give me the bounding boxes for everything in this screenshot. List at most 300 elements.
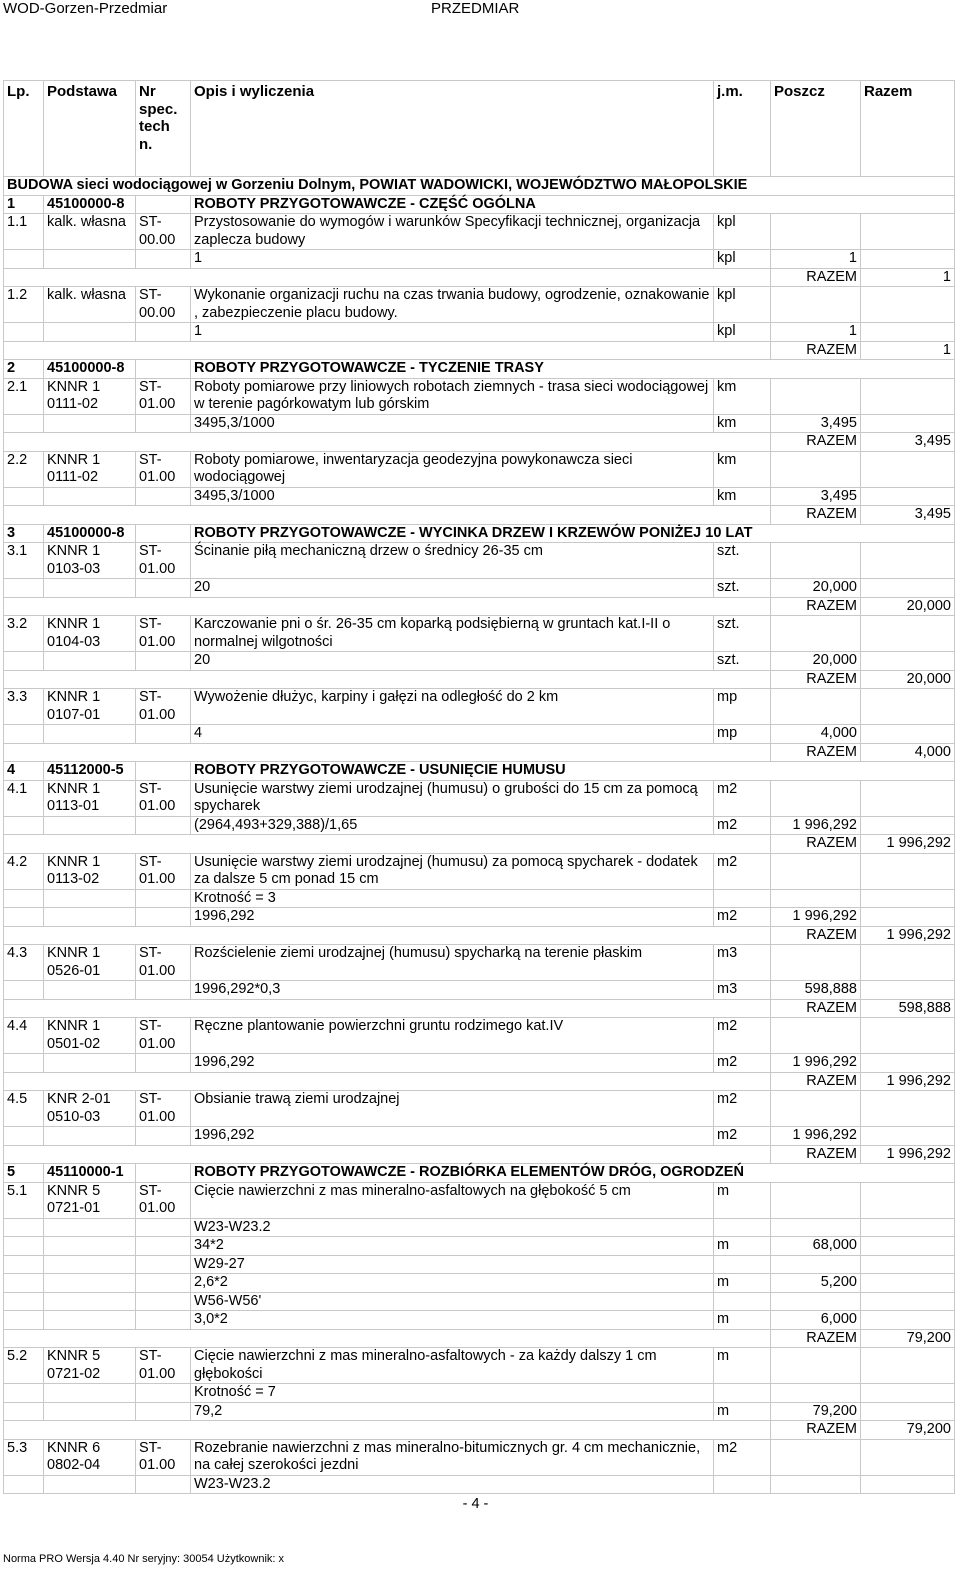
calculation-formula: 1996,292 — [191, 1054, 714, 1073]
position-basis: kalk. własna — [44, 214, 136, 250]
position-spec: ST-01.00 — [136, 689, 191, 725]
calculation-unit: m — [714, 1402, 771, 1421]
calculation-formula: Krotność = 7 — [191, 1384, 714, 1403]
calc-basis — [44, 889, 136, 908]
position-spec: ST-01.00 — [136, 378, 191, 414]
position-basis: KNR 2-01 0510-03 — [44, 1091, 136, 1127]
calculation-value: 1 — [771, 323, 861, 342]
calc-razem — [861, 487, 955, 506]
calculation-row — [4, 1237, 955, 1256]
position-description: Wykonanie organizacji ruchu na czas trwania budowy, ogrodzenie, oznakowanie , zabezpieczenie placu budowy. — [191, 287, 714, 323]
calculation-row — [4, 414, 955, 433]
calc-basis — [44, 1475, 136, 1494]
calculation-row — [4, 250, 955, 269]
calc-lp — [4, 250, 44, 269]
total-value: 20,000 — [861, 670, 955, 689]
calculation-value: 79,200 — [771, 1402, 861, 1421]
calc-spec — [136, 1218, 191, 1237]
total-label: RAZEM — [771, 1072, 861, 1091]
section-code: 45100000-8 — [44, 360, 136, 379]
position-number: 5.2 — [4, 1348, 44, 1384]
calc-lp — [4, 1255, 44, 1274]
section-row — [4, 762, 955, 781]
position-razem — [861, 853, 955, 889]
calculation-value — [771, 889, 861, 908]
position-poszcz — [771, 287, 861, 323]
calc-basis — [44, 323, 136, 342]
position-number: 5.1 — [4, 1182, 44, 1218]
calc-razem — [861, 889, 955, 908]
position-unit: mp — [714, 689, 771, 725]
calc-lp — [4, 908, 44, 927]
position-basis: KNNR 1 0113-02 — [44, 853, 136, 889]
section-title: ROBOTY PRZYGOTOWAWCZE - TYCZENIE TRASY — [191, 360, 955, 379]
calculation-formula: W29-27 — [191, 1255, 714, 1274]
position-razem — [861, 1182, 955, 1218]
calc-spec — [136, 1127, 191, 1146]
calc-spec — [136, 1274, 191, 1293]
calc-spec — [136, 1384, 191, 1403]
total-value: 1 996,292 — [861, 926, 955, 945]
calc-basis — [44, 1255, 136, 1274]
total-row — [4, 597, 955, 616]
col-header-lp: Lp. — [4, 81, 44, 177]
position-description: Cięcie nawierzchni z mas mineralno-asfaltowych - za każdy dalszy 1 cm głębokości — [191, 1348, 714, 1384]
sum-spacer — [4, 433, 771, 452]
position-unit: m — [714, 1182, 771, 1218]
position-number: 1.2 — [4, 287, 44, 323]
calculation-value: 6,000 — [771, 1311, 861, 1330]
position-row — [4, 1348, 955, 1384]
position-poszcz — [771, 945, 861, 981]
total-value: 1 996,292 — [861, 1145, 955, 1164]
calculation-formula: 2,6*2 — [191, 1274, 714, 1293]
calculation-value — [771, 1292, 861, 1311]
position-basis: KNNR 5 0721-01 — [44, 1182, 136, 1218]
calc-razem — [861, 1255, 955, 1274]
total-row — [4, 926, 955, 945]
total-row — [4, 835, 955, 854]
total-value: 4,000 — [861, 743, 955, 762]
position-basis: KNNR 1 0104-03 — [44, 616, 136, 652]
calculation-unit: m2 — [714, 1054, 771, 1073]
software-info: Norma PRO Wersja 4.40 Nr seryjny: 30054 Użytkownik: x — [3, 1553, 284, 1565]
position-number: 5.3 — [4, 1439, 44, 1475]
calculation-unit: kpl — [714, 323, 771, 342]
position-description: Usunięcie warstwy ziemi urodzajnej (humusu) za pomocą spycharek - dodatek za dalsze 5 cm ponad 15 cm — [191, 853, 714, 889]
calculation-formula: W56-W56' — [191, 1292, 714, 1311]
position-razem — [861, 1439, 955, 1475]
calculation-row — [4, 1292, 955, 1311]
calculation-formula: 20 — [191, 579, 714, 598]
position-description: Wywożenie dłużyc, karpiny i gałęzi na odległość do 2 km — [191, 689, 714, 725]
calc-lp — [4, 487, 44, 506]
calc-basis — [44, 1218, 136, 1237]
position-row — [4, 853, 955, 889]
calc-spec — [136, 981, 191, 1000]
calc-razem — [861, 725, 955, 744]
position-razem — [861, 543, 955, 579]
total-row — [4, 670, 955, 689]
calc-razem — [861, 323, 955, 342]
project-title-row — [4, 177, 955, 196]
total-label: RAZEM — [771, 926, 861, 945]
position-number: 3.1 — [4, 543, 44, 579]
sum-spacer — [4, 1145, 771, 1164]
position-unit: m2 — [714, 853, 771, 889]
position-unit: m2 — [714, 1018, 771, 1054]
document-type: PRZEDMIAR — [431, 0, 520, 17]
position-row — [4, 1182, 955, 1218]
total-value: 1 — [861, 268, 955, 287]
calculation-formula: 1996,292*0,3 — [191, 981, 714, 1000]
position-unit: szt. — [714, 543, 771, 579]
position-poszcz — [771, 616, 861, 652]
position-row — [4, 378, 955, 414]
calculation-formula: 1996,292 — [191, 908, 714, 927]
estimate-table — [3, 80, 955, 1494]
calculation-value: 4,000 — [771, 725, 861, 744]
position-row — [4, 287, 955, 323]
calculation-row — [4, 487, 955, 506]
position-spec: ST-01.00 — [136, 945, 191, 981]
position-number: 4.1 — [4, 780, 44, 816]
position-spec: ST-01.00 — [136, 1348, 191, 1384]
total-row — [4, 506, 955, 525]
calc-lp — [4, 1274, 44, 1293]
total-label: RAZEM — [771, 433, 861, 452]
total-row — [4, 743, 955, 762]
position-poszcz — [771, 1091, 861, 1127]
calculation-value: 5,200 — [771, 1274, 861, 1293]
calculation-value: 20,000 — [771, 579, 861, 598]
calculation-unit — [714, 1384, 771, 1403]
total-label: RAZEM — [771, 670, 861, 689]
position-basis: KNNR 1 0501-02 — [44, 1018, 136, 1054]
position-unit: m2 — [714, 780, 771, 816]
total-row — [4, 268, 955, 287]
position-description: Przystosowanie do wymogów i warunków Specyfikacji technicznej, organizacja zaplecza budowy — [191, 214, 714, 250]
calculation-value: 1 996,292 — [771, 1127, 861, 1146]
position-razem — [861, 451, 955, 487]
position-description: Ręczne plantowanie powierzchni gruntu rodzimego kat.IV — [191, 1018, 714, 1054]
position-poszcz — [771, 853, 861, 889]
position-razem — [861, 945, 955, 981]
calc-razem — [861, 1402, 955, 1421]
total-label: RAZEM — [771, 1329, 861, 1348]
position-number: 4.4 — [4, 1018, 44, 1054]
calc-basis — [44, 1292, 136, 1311]
total-value: 1 — [861, 341, 955, 360]
calc-basis — [44, 1127, 136, 1146]
position-number: 3.2 — [4, 616, 44, 652]
calc-spec — [136, 725, 191, 744]
position-razem — [861, 214, 955, 250]
position-basis: KNNR 6 0802-04 — [44, 1439, 136, 1475]
sum-spacer — [4, 597, 771, 616]
calc-basis — [44, 487, 136, 506]
calculation-row — [4, 1218, 955, 1237]
calculation-value: 1 996,292 — [771, 1054, 861, 1073]
calculation-formula: 1 — [191, 250, 714, 269]
calculation-value — [771, 1475, 861, 1494]
page-number: - 4 - — [462, 1496, 489, 1512]
position-razem — [861, 780, 955, 816]
calculation-row — [4, 652, 955, 671]
calculation-unit: m — [714, 1274, 771, 1293]
col-header-jm: j.m. — [714, 81, 771, 177]
position-unit: m2 — [714, 1091, 771, 1127]
position-row — [4, 945, 955, 981]
calculation-row — [4, 323, 955, 342]
calculation-unit — [714, 889, 771, 908]
calc-spec — [136, 323, 191, 342]
calc-lp — [4, 414, 44, 433]
position-poszcz — [771, 1018, 861, 1054]
calculation-value: 598,888 — [771, 981, 861, 1000]
position-number: 2.2 — [4, 451, 44, 487]
calc-spec — [136, 816, 191, 835]
calc-razem — [861, 579, 955, 598]
calc-razem — [861, 981, 955, 1000]
position-description: Karczowanie pni o śr. 26-35 cm koparką podsiębierną w gruntach kat.I-II o normalnej wilgotności — [191, 616, 714, 652]
calc-razem — [861, 1218, 955, 1237]
calc-lp — [4, 1475, 44, 1494]
position-row — [4, 1091, 955, 1127]
calc-razem — [861, 1127, 955, 1146]
calc-razem — [861, 1475, 955, 1494]
sum-spacer — [4, 506, 771, 525]
section-number: 1 — [4, 195, 44, 214]
calc-basis — [44, 1274, 136, 1293]
calculation-unit: km — [714, 414, 771, 433]
position-poszcz — [771, 451, 861, 487]
calc-spec — [136, 1292, 191, 1311]
calc-lp — [4, 1054, 44, 1073]
total-label: RAZEM — [771, 835, 861, 854]
calculation-value: 1 — [771, 250, 861, 269]
position-basis: KNNR 1 0526-01 — [44, 945, 136, 981]
position-row — [4, 543, 955, 579]
calculation-formula: 4 — [191, 725, 714, 744]
position-unit: km — [714, 378, 771, 414]
calculation-formula: W23-W23.2 — [191, 1475, 714, 1494]
calculation-unit: mp — [714, 725, 771, 744]
total-label: RAZEM — [771, 506, 861, 525]
position-number: 4.3 — [4, 945, 44, 981]
calculation-unit: szt. — [714, 652, 771, 671]
project-title: BUDOWA sieci wodociągowej w Gorzeniu Dolnym, POWIAT WADOWICKI, WOJEWÓDZTWO MAŁOPOLSKIE — [4, 177, 955, 196]
calculation-value: 1 996,292 — [771, 908, 861, 927]
total-label: RAZEM — [771, 597, 861, 616]
position-description: Ścinanie piłą mechaniczną drzew o średnicy 26-35 cm — [191, 543, 714, 579]
position-number: 3.3 — [4, 689, 44, 725]
calculation-row — [4, 1127, 955, 1146]
position-row — [4, 616, 955, 652]
position-row — [4, 1439, 955, 1475]
position-unit: kpl — [714, 214, 771, 250]
calc-basis — [44, 1311, 136, 1330]
total-value: 1 996,292 — [861, 1072, 955, 1091]
calculation-row — [4, 1255, 955, 1274]
total-label: RAZEM — [771, 1421, 861, 1440]
calc-lp — [4, 725, 44, 744]
position-row — [4, 1018, 955, 1054]
calculation-unit: szt. — [714, 579, 771, 598]
calc-basis — [44, 652, 136, 671]
calc-lp — [4, 1127, 44, 1146]
position-basis: kalk. własna — [44, 287, 136, 323]
calc-basis — [44, 816, 136, 835]
calc-lp — [4, 1384, 44, 1403]
calc-basis — [44, 1054, 136, 1073]
calculation-row — [4, 1384, 955, 1403]
document-name: WOD-Gorzen-Przedmiar — [3, 0, 168, 17]
position-row — [4, 451, 955, 487]
section-spec — [136, 195, 191, 214]
position-poszcz — [771, 689, 861, 725]
calculation-value — [771, 1384, 861, 1403]
calculation-unit — [714, 1475, 771, 1494]
sum-spacer — [4, 341, 771, 360]
calc-razem — [861, 1274, 955, 1293]
total-row — [4, 999, 955, 1018]
position-poszcz — [771, 780, 861, 816]
calculation-formula: 3495,3/1000 — [191, 414, 714, 433]
calculation-formula: 34*2 — [191, 1237, 714, 1256]
position-basis: KNNR 1 0111-02 — [44, 451, 136, 487]
total-value: 3,495 — [861, 433, 955, 452]
total-row — [4, 1072, 955, 1091]
calculation-row — [4, 725, 955, 744]
section-code: 45112000-5 — [44, 762, 136, 781]
calc-basis — [44, 1402, 136, 1421]
calculation-value: 68,000 — [771, 1237, 861, 1256]
calculation-row — [4, 1311, 955, 1330]
col-header-opis: Opis i wyliczenia — [191, 81, 714, 177]
calculation-unit — [714, 1292, 771, 1311]
position-poszcz — [771, 543, 861, 579]
calculation-row — [4, 1274, 955, 1293]
calculation-unit: m — [714, 1311, 771, 1330]
section-number: 2 — [4, 360, 44, 379]
calc-lp — [4, 889, 44, 908]
section-number: 3 — [4, 524, 44, 543]
section-number: 4 — [4, 762, 44, 781]
calc-spec — [136, 1255, 191, 1274]
position-description: Usunięcie warstwy ziemi urodzajnej (humusu) o grubości do 15 cm za pomocą spycharek — [191, 780, 714, 816]
col-header-razem: Razem — [861, 81, 955, 177]
position-razem — [861, 1091, 955, 1127]
calc-lp — [4, 981, 44, 1000]
position-basis: KNNR 1 0107-01 — [44, 689, 136, 725]
calculation-unit — [714, 1255, 771, 1274]
total-row — [4, 1421, 955, 1440]
position-description: Cięcie nawierzchni z mas mineralno-asfaltowych na głębokość 5 cm — [191, 1182, 714, 1218]
total-value: 3,495 — [861, 506, 955, 525]
sum-spacer — [4, 1329, 771, 1348]
position-poszcz — [771, 1348, 861, 1384]
calculation-formula: 1996,292 — [191, 1127, 714, 1146]
position-spec: ST-01.00 — [136, 780, 191, 816]
position-spec: ST-01.00 — [136, 1018, 191, 1054]
calc-basis — [44, 414, 136, 433]
calculation-row — [4, 1054, 955, 1073]
position-poszcz — [771, 1439, 861, 1475]
calculation-unit: km — [714, 487, 771, 506]
sum-spacer — [4, 743, 771, 762]
total-row — [4, 341, 955, 360]
total-label: RAZEM — [771, 743, 861, 762]
position-spec: ST-01.00 — [136, 1091, 191, 1127]
position-spec: ST-01.00 — [136, 1182, 191, 1218]
calculation-unit: m2 — [714, 908, 771, 927]
calc-lp — [4, 579, 44, 598]
calc-lp — [4, 1218, 44, 1237]
total-row — [4, 1145, 955, 1164]
section-number: 5 — [4, 1164, 44, 1183]
calc-razem — [861, 652, 955, 671]
section-code: 45110000-1 — [44, 1164, 136, 1183]
position-unit: km — [714, 451, 771, 487]
sum-spacer — [4, 670, 771, 689]
calculation-formula: Krotność = 3 — [191, 889, 714, 908]
section-spec — [136, 762, 191, 781]
calc-basis — [44, 981, 136, 1000]
estimate-document — [3, 80, 954, 1494]
calc-lp — [4, 652, 44, 671]
position-spec: ST-00.00 — [136, 214, 191, 250]
calc-razem — [861, 1237, 955, 1256]
section-title: ROBOTY PRZYGOTOWAWCZE - WYCINKA DRZEW I KRZEWÓW PONIŻEJ 10 LAT — [191, 524, 955, 543]
calculation-formula: 1 — [191, 323, 714, 342]
calculation-row — [4, 579, 955, 598]
section-spec — [136, 1164, 191, 1183]
calc-lp — [4, 1237, 44, 1256]
calculation-formula: 79,2 — [191, 1402, 714, 1421]
calc-lp — [4, 1402, 44, 1421]
col-header-podstawa: Podstawa — [44, 81, 136, 177]
calc-razem — [861, 816, 955, 835]
sum-spacer — [4, 835, 771, 854]
calculation-row — [4, 981, 955, 1000]
total-value: 79,200 — [861, 1421, 955, 1440]
calc-spec — [136, 1475, 191, 1494]
calculation-row — [4, 908, 955, 927]
position-razem — [861, 616, 955, 652]
calculation-row — [4, 816, 955, 835]
calc-spec — [136, 1237, 191, 1256]
calc-spec — [136, 1311, 191, 1330]
total-label: RAZEM — [771, 341, 861, 360]
col-header-nr-spec: Nr spec. tech n. — [136, 81, 191, 177]
total-label: RAZEM — [771, 1145, 861, 1164]
calculation-formula: 3495,3/1000 — [191, 487, 714, 506]
position-spec: ST-01.00 — [136, 543, 191, 579]
calc-spec — [136, 889, 191, 908]
calc-spec — [136, 487, 191, 506]
calc-basis — [44, 1384, 136, 1403]
calc-razem — [861, 908, 955, 927]
calculation-value: 20,000 — [771, 652, 861, 671]
section-title: ROBOTY PRZYGOTOWAWCZE - USUNIĘCIE HUMUSU — [191, 762, 955, 781]
position-unit: kpl — [714, 287, 771, 323]
position-razem — [861, 378, 955, 414]
section-spec — [136, 360, 191, 379]
sum-spacer — [4, 268, 771, 287]
position-spec: ST-00.00 — [136, 287, 191, 323]
calculation-formula: 3,0*2 — [191, 1311, 714, 1330]
